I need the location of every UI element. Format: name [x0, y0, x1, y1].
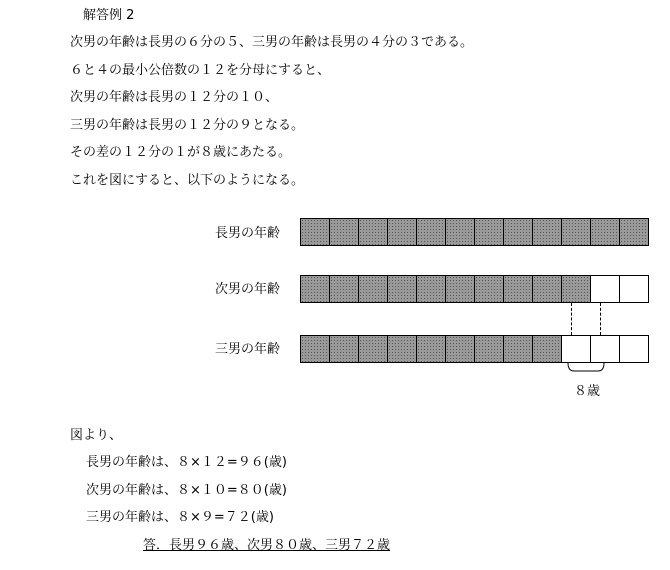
step-second: 次男の年齢は、８×１０=８０(歳): [86, 483, 287, 498]
filled-cell: [474, 218, 504, 246]
text-line-3: 次男の年齢は長男の１２分の１０、: [70, 90, 279, 105]
dashed-guide-left: [571, 303, 572, 335]
dashed-guide-right: [600, 303, 601, 335]
empty-cell: [561, 335, 591, 363]
filled-cell: [329, 275, 359, 303]
filled-cell: [503, 275, 533, 303]
bar-third: [300, 335, 649, 363]
filled-cell: [358, 275, 388, 303]
filled-cell: [416, 275, 446, 303]
filled-cell: [416, 218, 446, 246]
empty-cell: [619, 335, 649, 363]
filled-cell: [445, 218, 475, 246]
filled-cell: [300, 218, 330, 246]
filled-cell: [329, 335, 359, 363]
filled-cell: [503, 335, 533, 363]
steps-intro: 図より、: [70, 428, 123, 443]
text-line-5: その差の１２分の１が８歳にあたる。: [70, 145, 292, 160]
text-line-6: これを図にすると、以下のようになる。: [70, 173, 305, 188]
filled-cell: [532, 218, 562, 246]
filled-cell: [619, 218, 649, 246]
bar-eldest: [300, 218, 649, 246]
filled-cell: [590, 218, 620, 246]
row-label-third: 三男の年齢: [214, 342, 280, 357]
filled-cell: [358, 218, 388, 246]
filled-cell: [300, 275, 330, 303]
filled-cell: [387, 275, 417, 303]
filled-cell: [387, 335, 417, 363]
text-line-2: ６と４の最小公倍数の１２を分母にすると、: [70, 63, 331, 78]
filled-cell: [358, 335, 388, 363]
filled-cell: [300, 335, 330, 363]
filled-cell: [416, 335, 446, 363]
filled-cell: [561, 218, 591, 246]
filled-cell: [474, 335, 504, 363]
step-third: 三男の年齢は、８×９=７２(歳): [86, 510, 274, 525]
empty-cell: [590, 275, 620, 303]
filled-cell: [445, 275, 475, 303]
difference-label: ８歳: [574, 384, 601, 399]
step-eldest: 長男の年齢は、８×１２=９６(歳): [86, 455, 287, 470]
filled-cell: [474, 275, 504, 303]
bar-second: [300, 275, 649, 303]
filled-cell: [387, 218, 417, 246]
empty-cell: [619, 275, 649, 303]
filled-cell: [503, 218, 533, 246]
text-line-1: 次男の年齢は長男の６分の５、三男の年齢は長男の４分の３である。: [70, 35, 474, 50]
row-label-eldest: 長男の年齢: [214, 226, 280, 241]
text-line-4: 三男の年齢は長男の１２分の９となる。: [70, 118, 305, 133]
filled-cell: [532, 335, 562, 363]
filled-cell: [561, 275, 591, 303]
final-answer: 答．長男９６歳、次男８０歳、三男７２歳: [143, 538, 391, 553]
filled-cell: [329, 218, 359, 246]
filled-cell: [445, 335, 475, 363]
row-label-second: 次男の年齢: [214, 282, 280, 297]
difference-bracket: [566, 362, 606, 374]
filled-cell: [532, 275, 562, 303]
empty-cell: [590, 335, 620, 363]
heading: 解答例 2: [83, 8, 135, 23]
